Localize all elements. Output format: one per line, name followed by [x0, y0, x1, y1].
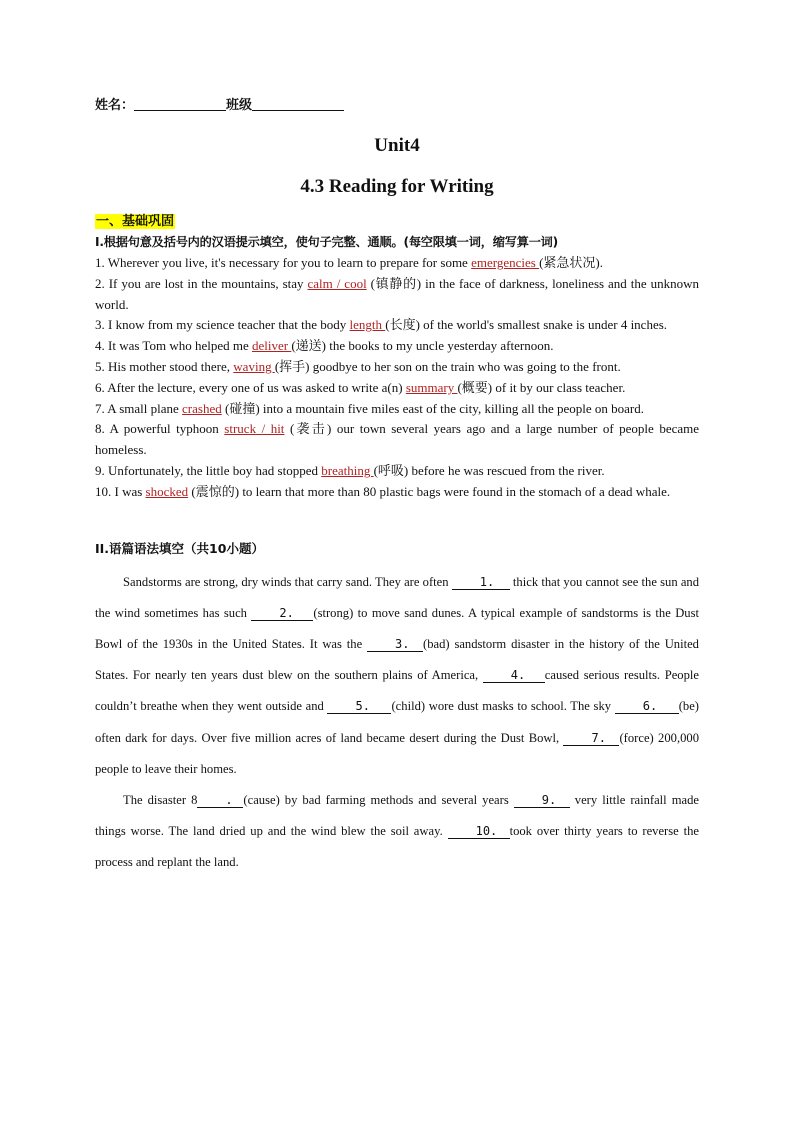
cloze-blank-4[interactable]: 4. — [483, 668, 545, 683]
class-blank — [252, 96, 344, 111]
vocab-item: 6. After the lecture, every one of us was asked to write a(n) summary (概要) of it by our class teacher. — [95, 379, 626, 395]
name-label: 姓名： — [95, 98, 135, 113]
passage-paragraph-1: Sandstorms are strong, dry winds that carry sand. They are often 1. thick that you cannot see the sun and the wind sometimes has such 2. (strong) to move sand dunes. A typical example of sandstorms is the Dust Bowl of the 1930s in the United States. It was the 3. (bad) sandstorm disaster in the history of the United States. For nearly ten years dust blew on the southern plains of America, 4. caused serious results. People couldn’t breathe when they went outside and 5. (child) wore dust masks to school. The sky 6. (be) often dark for days. Over five million acres of land became desert during the Dust Bowl, 7. (force) 200,000 people to leave their homes. — [95, 574, 699, 776]
answer: waving — [233, 358, 275, 374]
vocab-item: 4. It was Tom who helped me deliver (递送) the books to my uncle yesterday afternoon. — [95, 338, 554, 354]
name-blank — [134, 96, 226, 111]
answer: calm / cool — [307, 275, 367, 291]
cloze-blank-1[interactable]: 1. — [452, 575, 510, 590]
answer: crashed — [182, 400, 222, 416]
unit-title: Unit4 — [374, 135, 420, 156]
vocab-item: 1. Wherever you live, it's necessary for you to learn to prepare for some emergencies (紧急状况). — [95, 255, 603, 270]
vocab-item: 10. I was shocked (震惊的) to learn that more than 80 plastic bags were found in the stomach of a dead whale. — [95, 483, 671, 499]
passage-paragraph-2: The disaster 8 . (cause) by bad farming methods and several years 9. very little rainfall made things worse. The land dried up and the wind blew the soil away. 10. took over thirty years to reverse the process and replant the land. — [95, 792, 699, 870]
answer: struck / hit — [224, 421, 285, 437]
cloze-blank-7[interactable]: 7. — [563, 731, 619, 746]
vocab-item: 7. A small plane crashed (碰撞) into a mountain five miles east of the city, killing all the people on board. — [95, 400, 645, 416]
lesson-title: 4.3 Reading for Writing — [300, 176, 494, 197]
cloze-blank-10[interactable]: 10. — [448, 824, 510, 839]
cloze-blank-9[interactable]: 9. — [514, 793, 570, 808]
section2-heading: II.语篇语法填空（共10小题） — [95, 540, 264, 556]
cloze-passage — [95, 567, 699, 879]
vocab-item: 2. If you are lost in the mountains, stay calm / cool (镇静的) in the face of darkness, loneliness and the unknown world. — [95, 275, 699, 312]
vocab-item: 3. I know from my science teacher that the body length (长度) of the world's smallest snake is under 4 inches. — [95, 317, 668, 333]
cloze-blank-6[interactable]: 6. — [615, 699, 679, 714]
cloze-blank-5[interactable]: 5. — [327, 699, 391, 714]
answer: breathing — [321, 462, 374, 478]
vocab-item: 8. A powerful typhoon struck / hit (袭击) our town several years ago and a large number of people became homeless. — [95, 421, 700, 458]
section1-heading: 一、基础巩固 — [96, 214, 175, 229]
vocab-item: 5. His mother stood there, waving (挥手) goodbye to her son on the train who was going to the front. — [95, 358, 621, 374]
cloze-blank-8[interactable]: . — [197, 793, 243, 808]
cloze-blank-3[interactable]: 3. — [367, 637, 423, 652]
answer: shocked — [145, 483, 189, 499]
worksheet-page — [95, 96, 699, 879]
answer: deliver — [252, 338, 292, 354]
section1-instruction: I.根据句意及括号内的汉语提示填空，使句子完整、通顺。(每空限填一词，缩写算一词) — [95, 235, 559, 249]
cloze-blank-2[interactable]: 2. — [251, 606, 313, 621]
answer: emergencies — [471, 255, 540, 270]
answer: length — [349, 317, 386, 333]
name-class-line — [95, 96, 699, 116]
vocab-list — [95, 253, 699, 503]
vocab-item: 9. Unfortunately, the little boy had stopped breathing (呼吸) before he was rescued from the river. — [95, 462, 605, 478]
answer: summary — [405, 379, 458, 395]
class-label: 班级 — [226, 98, 253, 113]
